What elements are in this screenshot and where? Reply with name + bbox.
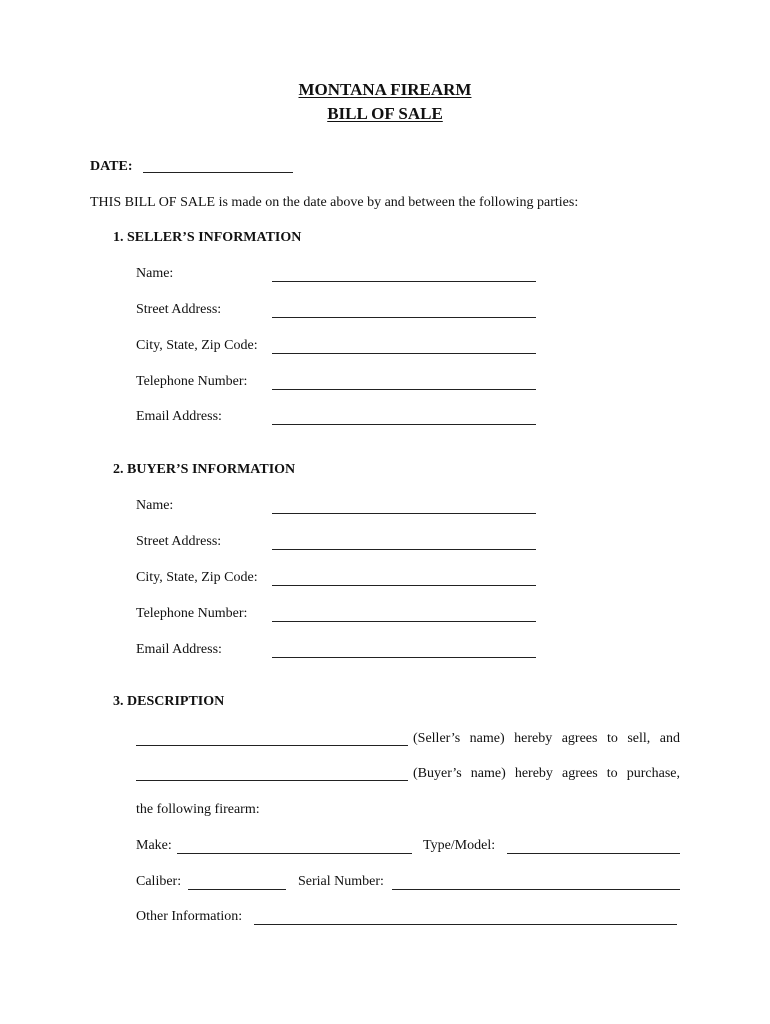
buyer-phone-label: Telephone Number: — [136, 606, 248, 621]
seller-name-label: Name: — [136, 266, 174, 281]
other-information-field[interactable] — [254, 924, 677, 925]
buyer-street-label: Street Address: — [136, 534, 222, 549]
intro-text: THIS BILL OF SALE is made on the date above by and between the following parties: — [90, 195, 579, 210]
make-label: Make: — [136, 838, 172, 853]
seller-phone-field[interactable] — [272, 389, 536, 390]
date-field[interactable] — [143, 172, 293, 173]
seller-name-blank[interactable] — [136, 745, 408, 746]
serial-number-field[interactable] — [392, 889, 680, 890]
buyer-name-blank[interactable] — [136, 780, 408, 781]
buyer-email-label: Email Address: — [136, 642, 222, 657]
seller-street-field[interactable] — [272, 317, 536, 318]
seller-email-label: Email Address: — [136, 409, 222, 424]
seller-city-label: City, State, Zip Code: — [136, 338, 258, 353]
type-model-field[interactable] — [507, 853, 680, 854]
date-label: DATE: — [90, 159, 133, 174]
following-firearm-text: the following firearm: — [136, 802, 260, 817]
other-information-label: Other Information: — [136, 909, 243, 924]
seller-street-label: Street Address: — [136, 302, 222, 317]
seller-name-field[interactable] — [272, 281, 536, 282]
serial-number-label: Serial Number: — [298, 874, 384, 889]
buyer-agreement-text: (Buyer’s name) hereby agrees to purchase, — [413, 766, 680, 781]
seller-phone-label: Telephone Number: — [136, 374, 248, 389]
buyer-name-field[interactable] — [272, 513, 536, 514]
buyer-email-field[interactable] — [272, 657, 536, 658]
seller-agreement-text: (Seller’s name) hereby agrees to sell, and — [413, 731, 680, 746]
caliber-label: Caliber: — [136, 874, 182, 889]
buyer-city-label: City, State, Zip Code: — [136, 570, 258, 585]
type-model-label: Type/Model: — [423, 838, 496, 853]
seller-city-field[interactable] — [272, 353, 536, 354]
make-field[interactable] — [177, 853, 412, 854]
seller-email-field[interactable] — [272, 424, 536, 425]
seller-heading: 1. SELLER’S INFORMATION — [113, 230, 302, 245]
description-heading: 3. DESCRIPTION — [113, 694, 225, 709]
caliber-field[interactable] — [188, 889, 286, 890]
document-title-line2: BILL OF SALE — [327, 104, 443, 123]
buyer-city-field[interactable] — [272, 585, 536, 586]
buyer-street-field[interactable] — [272, 549, 536, 550]
document-title-line1: MONTANA FIREARM — [298, 80, 472, 99]
buyer-heading: 2. BUYER’S INFORMATION — [113, 462, 296, 477]
buyer-phone-field[interactable] — [272, 621, 536, 622]
buyer-name-label: Name: — [136, 498, 174, 513]
